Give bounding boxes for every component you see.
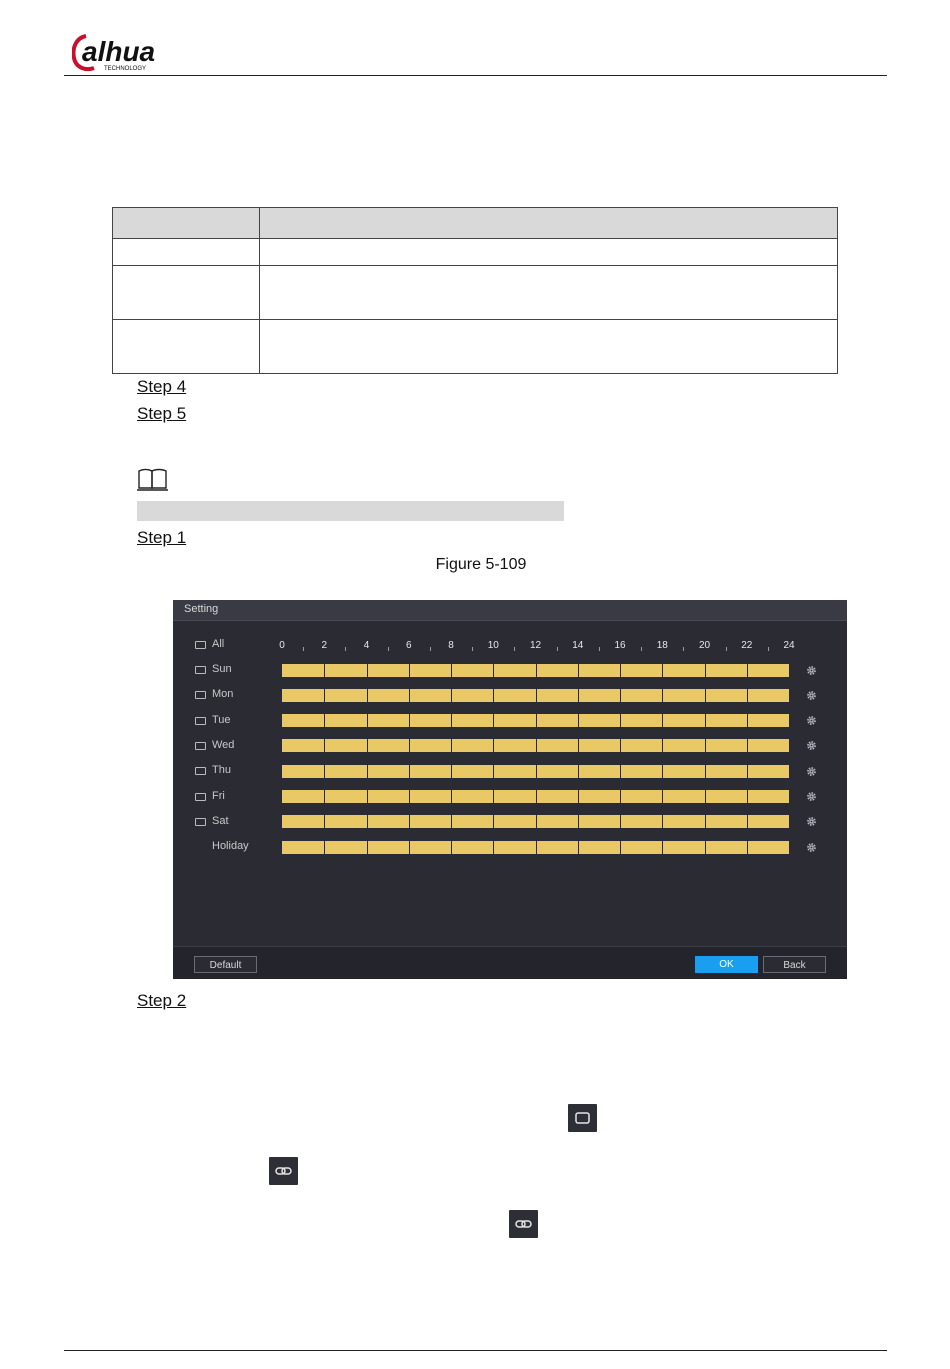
schedule-segment-divider (620, 664, 621, 677)
schedule-segment-divider (493, 739, 494, 752)
schedule-segment-divider (620, 765, 621, 778)
step-4-label: Step 4 (137, 377, 187, 396)
schedule-segment-divider (578, 689, 579, 702)
table-header-cell (260, 208, 838, 239)
schedule-segment-divider (578, 664, 579, 677)
schedule-segment-divider (324, 790, 325, 803)
schedule-segment-divider (620, 739, 621, 752)
gear-icon[interactable] (806, 766, 817, 777)
hour-minor-tick (303, 647, 304, 651)
schedule-segment-divider (747, 765, 748, 778)
default-button[interactable]: Default (194, 956, 257, 973)
schedule-segment-divider (747, 739, 748, 752)
schedule-segment-divider (536, 739, 537, 752)
ok-button[interactable]: OK (695, 956, 758, 973)
link-icon (509, 1210, 538, 1238)
schedule-segment-divider (536, 790, 537, 803)
schedule-track[interactable] (282, 714, 789, 727)
table-cell (260, 266, 838, 320)
schedule-segment-divider (662, 689, 663, 702)
hour-minor-tick (472, 647, 473, 651)
hour-tick-label: 2 (321, 640, 328, 651)
schedule-segment-divider (705, 664, 706, 677)
day-checkbox[interactable] (195, 742, 206, 750)
schedule-segment-divider (705, 689, 706, 702)
schedule-segment-divider (493, 765, 494, 778)
schedule-segment-divider (409, 689, 410, 702)
schedule-segment-divider (747, 790, 748, 803)
hour-minor-tick (641, 647, 642, 651)
note-highlight-bar (137, 501, 564, 521)
hour-minor-tick (345, 647, 346, 651)
schedule-track[interactable] (282, 790, 789, 803)
hour-tick-label: 20 (698, 640, 711, 651)
schedule-segment-divider (747, 714, 748, 727)
hour-tick-label: 0 (279, 640, 285, 651)
schedule-segment-divider (536, 841, 537, 854)
schedule-segment-divider (367, 714, 368, 727)
day-label: Sun (212, 663, 232, 675)
schedule-segment-divider (367, 765, 368, 778)
schedule-segment-divider (705, 841, 706, 854)
logo-text: alhua (82, 36, 156, 67)
schedule-track[interactable] (282, 841, 789, 854)
gear-icon[interactable] (806, 665, 817, 676)
schedule-segment-divider (409, 664, 410, 677)
schedule-segment-divider (747, 689, 748, 702)
gear-icon[interactable] (806, 816, 817, 827)
table-cell (260, 320, 838, 374)
step-2-label: Step 2 (137, 991, 187, 1010)
day-label: Fri (212, 789, 225, 802)
schedule-segment-divider (578, 765, 579, 778)
schedule-segment-divider (662, 815, 663, 828)
hour-tick-label: 6 (405, 640, 412, 651)
schedule-segment-divider (705, 815, 706, 828)
hour-tick-label: 8 (448, 640, 454, 651)
day-checkbox[interactable] (195, 767, 206, 775)
schedule-segment-divider (620, 689, 621, 702)
schedule-segment-divider (367, 815, 368, 828)
schedule-segment-divider (367, 790, 368, 803)
schedule-track[interactable] (282, 689, 789, 702)
schedule-segment-divider (451, 765, 452, 778)
header-divider (64, 75, 887, 76)
schedule-segment-divider (536, 664, 537, 677)
schedule-segment-divider (324, 689, 325, 702)
schedule-segment-divider (451, 815, 452, 828)
schedule-segment-divider (367, 664, 368, 677)
schedule-segment-divider (324, 739, 325, 752)
schedule-segment-divider (578, 841, 579, 854)
day-checkbox[interactable] (195, 691, 206, 699)
table-header-cell (113, 208, 260, 239)
dialog-title: Setting (184, 603, 219, 615)
day-label: Tue (212, 713, 231, 726)
hour-tick-label: 16 (614, 640, 626, 651)
day-checkbox[interactable] (195, 818, 206, 826)
step-1-label: Step 1 (137, 528, 187, 547)
hour-minor-tick (768, 647, 769, 651)
hour-tick-label: 18 (656, 640, 668, 651)
hour-minor-tick (726, 647, 727, 651)
book-icon (136, 468, 170, 492)
schedule-segment-divider (451, 664, 452, 677)
schedule-segment-divider (367, 841, 368, 854)
schedule-segment-divider (705, 739, 706, 752)
hour-tick-label: 10 (487, 640, 499, 651)
schedule-segment-divider (662, 765, 663, 778)
schedule-segment-divider (367, 739, 368, 752)
link-icon (269, 1157, 298, 1185)
hour-minor-tick (388, 647, 389, 651)
schedule-segment-divider (409, 714, 410, 727)
schedule-track[interactable] (282, 739, 789, 752)
schedule-segment-divider (493, 714, 494, 727)
hour-tick-label: 22 (741, 640, 753, 651)
schedule-track[interactable] (282, 765, 789, 778)
schedule-segment-divider (620, 790, 621, 803)
schedule-segment-divider (705, 714, 706, 727)
day-checkbox[interactable] (195, 717, 206, 725)
schedule-segment-divider (409, 790, 410, 803)
day-checkbox[interactable] (195, 793, 206, 801)
schedule-segment-divider (324, 815, 325, 828)
schedule-segment-divider (620, 815, 621, 828)
hour-tick-label: 24 (783, 640, 795, 651)
schedule-segment-divider (578, 714, 579, 727)
schedule-segment-divider (662, 714, 663, 727)
schedule-dialog (173, 600, 847, 978)
day-checkbox[interactable] (195, 666, 206, 674)
schedule-segment-divider (367, 689, 368, 702)
table-cell (113, 266, 260, 320)
schedule-segment-divider (324, 664, 325, 677)
dahua-logo (72, 30, 192, 72)
back-button[interactable]: Back (763, 956, 826, 973)
day-label: Thu (212, 764, 231, 777)
schedule-segment-divider (451, 689, 452, 702)
parameter-table (112, 207, 838, 374)
schedule-segment-divider (747, 815, 748, 828)
schedule-segment-divider (493, 815, 494, 828)
schedule-track[interactable] (282, 664, 789, 677)
schedule-segment-divider (578, 815, 579, 828)
schedule-segment-divider (493, 664, 494, 677)
schedule-segment-divider (451, 739, 452, 752)
hour-minor-tick (557, 647, 558, 651)
table-cell (260, 239, 838, 266)
schedule-segment-divider (493, 689, 494, 702)
schedule-segment-divider (747, 664, 748, 677)
day-label: Wed (212, 738, 235, 751)
gear-icon[interactable] (806, 791, 817, 802)
schedule-segment-divider (662, 664, 663, 677)
hour-tick-label: 12 (529, 640, 542, 651)
schedule-segment-divider (662, 739, 663, 752)
day-label: Mon (212, 688, 234, 701)
schedule-segment-divider (409, 815, 410, 828)
logo-subtext: TECHNOLOGY (104, 66, 147, 72)
schedule-segment-divider (409, 841, 410, 854)
gear-icon[interactable] (806, 690, 817, 701)
schedule-segment-divider (705, 765, 706, 778)
schedule-track[interactable] (282, 815, 789, 828)
day-label: Sat (212, 814, 229, 827)
all-checkbox[interactable] (195, 641, 206, 649)
schedule-segment-divider (493, 841, 494, 854)
schedule-segment-divider (324, 765, 325, 778)
schedule-segment-divider (451, 790, 452, 803)
schedule-segment-divider (451, 714, 452, 727)
hour-tick-label: 14 (572, 640, 584, 651)
schedule-segment-divider (536, 765, 537, 778)
day-label: Holiday (212, 840, 249, 853)
schedule-segment-divider (324, 714, 325, 727)
step-5-label: Step 5 (137, 404, 187, 423)
schedule-segment-divider (662, 790, 663, 803)
schedule-segment-divider (662, 841, 663, 854)
schedule-segment-divider (578, 790, 579, 803)
schedule-segment-divider (409, 739, 410, 752)
schedule-segment-divider (578, 739, 579, 752)
gear-icon[interactable] (806, 740, 817, 751)
gear-icon[interactable] (806, 842, 817, 853)
table-cell (113, 320, 260, 374)
hour-minor-tick (430, 647, 431, 651)
schedule-segment-divider (536, 815, 537, 828)
rectangle-icon (568, 1104, 597, 1132)
schedule-segment-divider (620, 714, 621, 727)
hour-minor-tick (514, 647, 515, 651)
gear-icon[interactable] (806, 715, 817, 726)
dialog-footer (173, 946, 847, 979)
schedule-segment-divider (451, 841, 452, 854)
table-cell (113, 239, 260, 266)
all-label: All (212, 638, 225, 650)
dialog-title-bar (173, 600, 847, 621)
schedule-segment-divider (705, 790, 706, 803)
schedule-segment-divider (620, 841, 621, 854)
schedule-segment-divider (536, 714, 537, 727)
schedule-segment-divider (747, 841, 748, 854)
schedule-segment-divider (536, 689, 537, 702)
footer-divider (64, 1350, 887, 1351)
figure-caption: Figure 5-109 (435, 556, 527, 573)
hour-minor-tick (683, 647, 684, 651)
schedule-segment-divider (409, 765, 410, 778)
hour-minor-tick (599, 647, 600, 651)
hour-tick-label: 4 (363, 640, 370, 651)
schedule-segment-divider (493, 790, 494, 803)
schedule-segment-divider (324, 841, 325, 854)
